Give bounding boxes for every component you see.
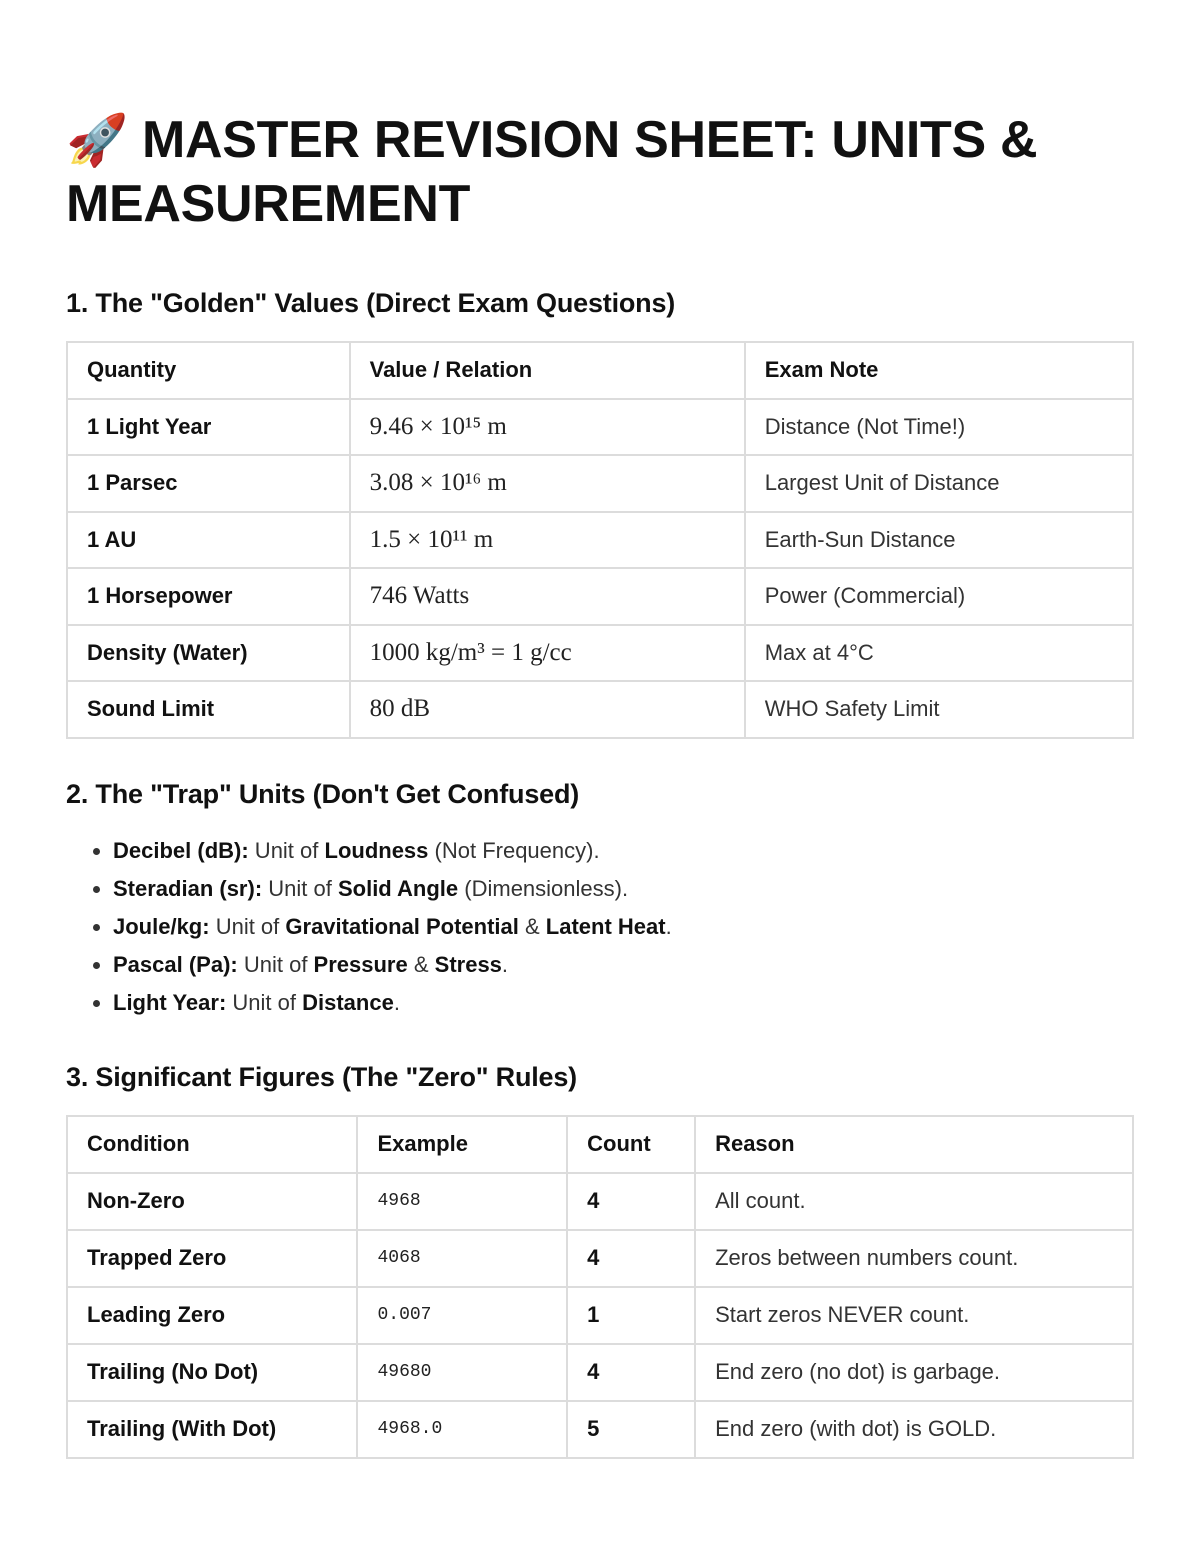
text: . [665,913,672,939]
note-cell: Largest Unit of Distance [745,455,1133,512]
column-header: Exam Note [745,342,1133,399]
table-row [67,1230,1133,1287]
list-item [113,946,1134,984]
value-cell: 1.5 × 10¹¹ m [350,512,745,569]
reason-cell: End zero (with dot) is GOLD. [695,1401,1133,1458]
keyword: Stress [434,951,502,977]
table-row [67,625,1133,682]
value-cell: 1000 kg/m³ = 1 g/cc [350,625,745,682]
column-header: Quantity [67,342,350,399]
list-item [113,870,1134,908]
condition-cell: Trapped Zero [67,1230,357,1287]
term: Pascal (Pa): [113,951,238,977]
significant-figures-table [66,1115,1134,1459]
example-cell: 49680 [357,1344,567,1401]
quantity-cell: 1 Horsepower [67,568,350,625]
column-header: Count [567,1116,695,1173]
quantity-cell: Sound Limit [67,681,350,738]
example-cell: 4068 [357,1230,567,1287]
reason-cell: Start zeros NEVER count. [695,1287,1133,1344]
quantity-cell: Density (Water) [67,625,350,682]
count-cell: 4 [567,1344,695,1401]
text: (Dimensionless). [458,875,629,901]
table-row [67,1401,1133,1458]
column-header: Value / Relation [350,342,745,399]
term: Joule/kg: [113,913,210,939]
golden-values-table [66,341,1134,739]
keyword: Gravitational Potential [285,913,519,939]
text: Unit of [262,875,338,901]
text: . [501,951,509,977]
keyword: Loudness [324,837,429,863]
section-heading-golden-values: 1. The "Golden" Values (Direct Exam Questions) [66,288,676,318]
note-cell: Power (Commercial) [745,568,1133,625]
condition-cell: Leading Zero [67,1287,357,1344]
text: Unit of [226,989,303,1015]
page-title-text: MASTER REVISION SHEET: UNITS & MEASUREMENT [66,111,1038,233]
table-row [67,455,1133,512]
table-row [67,568,1133,625]
reason-cell: All count. [695,1173,1133,1230]
note-cell: Distance (Not Time!) [745,399,1133,456]
keyword: Distance [302,989,394,1015]
list-item [113,984,1134,1022]
term: Light Year: [113,989,227,1015]
value-cell: 80 dB [350,681,745,738]
rocket-icon: 🚀 [66,112,128,168]
trap-units-list [66,832,1134,1022]
table-header-row [67,342,1133,399]
table-row [67,681,1133,738]
example-cell: 4968 [357,1173,567,1230]
text: . [393,989,400,1015]
section-heading-trap-units: 2. The "Trap" Units (Don't Get Confused) [66,778,580,809]
keyword: Pressure [313,951,408,977]
value-cell: 9.46 × 10¹⁵ m [350,399,745,456]
value-cell: 746 Watts [350,568,745,625]
count-cell: 4 [567,1230,695,1287]
column-header: Condition [67,1116,357,1173]
table-row [67,1344,1133,1401]
text: Unit of [237,951,314,977]
example-cell: 4968.0 [357,1401,567,1458]
text: & [518,913,546,939]
condition-cell: Trailing (No Dot) [67,1344,357,1401]
list-item [113,908,1134,946]
table-header-row [67,1116,1133,1173]
count-cell: 5 [567,1401,695,1458]
quantity-cell: 1 Light Year [67,399,350,456]
quantity-cell: 1 AU [67,512,350,569]
table-row [67,1173,1133,1230]
column-header: Example [357,1116,567,1173]
section-heading-significant-figures: 3. Significant Figures (The "Zero" Rules) [66,1061,577,1092]
note-cell: Max at 4°C [745,625,1133,682]
list-item [113,832,1134,870]
text: (Not Frequency). [428,837,600,863]
term: Decibel (dB): [113,837,249,863]
value-cell: 3.08 × 10¹⁶ m [350,455,745,512]
text: & [407,951,435,977]
table-row [67,512,1133,569]
keyword: Latent Heat [545,913,666,939]
condition-cell: Non-Zero [67,1173,357,1230]
condition-cell: Trailing (With Dot) [67,1401,357,1458]
note-cell: WHO Safety Limit [745,681,1133,738]
quantity-cell: 1 Parsec [67,455,350,512]
reason-cell: Zeros between numbers count. [695,1230,1133,1287]
note-cell: Earth-Sun Distance [745,512,1133,569]
text: Unit of [248,837,325,863]
term: Steradian (sr): [113,875,263,901]
count-cell: 1 [567,1287,695,1344]
table-row [67,1287,1133,1344]
keyword: Solid Angle [337,875,459,901]
count-cell: 4 [567,1173,695,1230]
reason-cell: End zero (no dot) is garbage. [695,1344,1133,1401]
page-title [66,0,1134,236]
column-header: Reason [695,1116,1133,1173]
table-row [67,399,1133,456]
example-cell: 0.007 [357,1287,567,1344]
text: Unit of [209,913,286,939]
